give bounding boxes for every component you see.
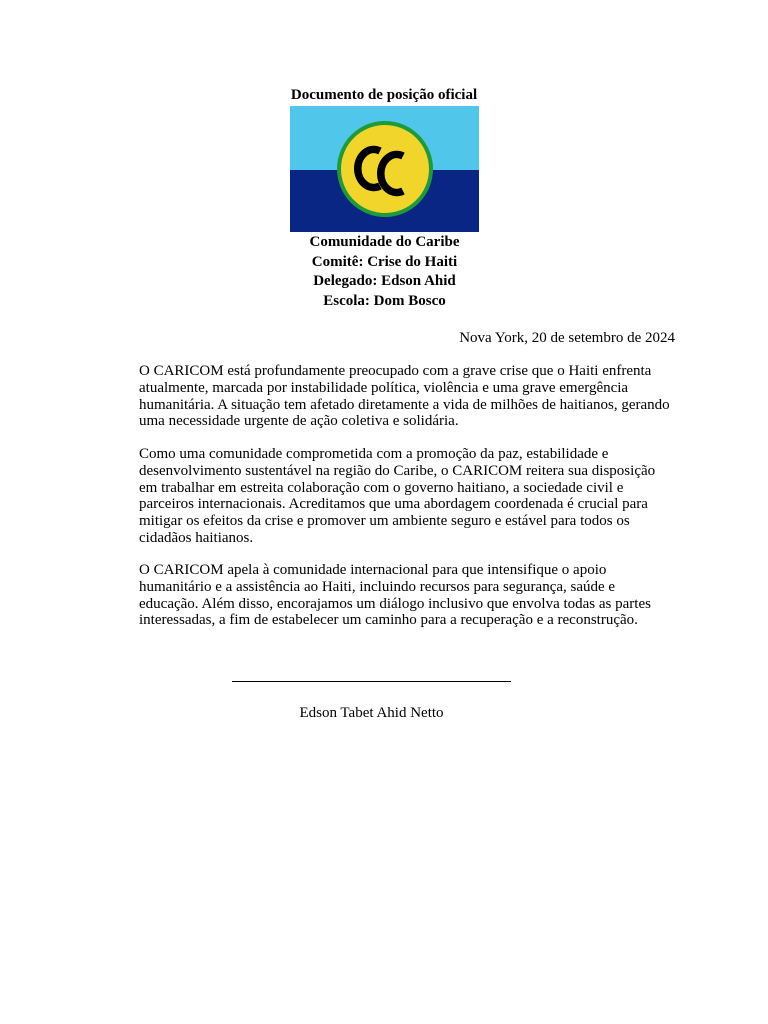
paragraph-2: Como uma comunidade comprometida com a promoção da paz, estabilidade e desenvolvimento sustentável na região do Caribe, o CARICOM reitera sua disposição em trabalhar em estreita colaboração com o governo haitiano, a sociedade civil e parceiros internacionais. Acreditamos que uma abordagem coordenada é crucial para mitigar os efeitos da crise e promover um ambiente seguro e estável para todos os cidadãos haitianos.: [139, 446, 656, 546]
signature-line: [232, 681, 511, 682]
document-title-text: Documento de posição oficial: [290, 87, 478, 103]
document-title: [0, 87, 768, 104]
school-name: Escola: Dom Bosco: [323, 292, 446, 309]
community-name: Comunidade do Caribe: [309, 234, 460, 250]
paragraph-3: O CARICOM apela à comunidade internacional para que intensifique o apoio humanitário e a assistência ao Haiti, incluindo recursos para segurança, saúde e educação. Além disso, encorajamos um diálogo inclusivo que envolva todas as partes interessadas, a fim de estabelecer um caminho para a recuperação e a reconstrução.: [139, 562, 651, 629]
paragraph-1: O CARICOM está profundamente preocupado com a grave crise que o Haiti enfrenta atualmente, marcada por instabilidade política, violência e uma grave emergência humanitária. A situação tem afetado diretamente a vida de milhões de haitianos, gerando uma necessidade urgente de ação coletiva e solidária.: [139, 363, 670, 430]
signature-name: Edson Tabet Ahid Netto: [299, 705, 444, 721]
document-date: Nova York, 20 de setembro de 2024: [459, 330, 675, 346]
delegate-name: Delegado: Edson Ahid: [313, 273, 456, 289]
committee-name: Comitê: Crise do Haiti: [311, 253, 458, 270]
caricom-flag-icon: [290, 106, 479, 232]
delegation-info: [290, 233, 479, 311]
